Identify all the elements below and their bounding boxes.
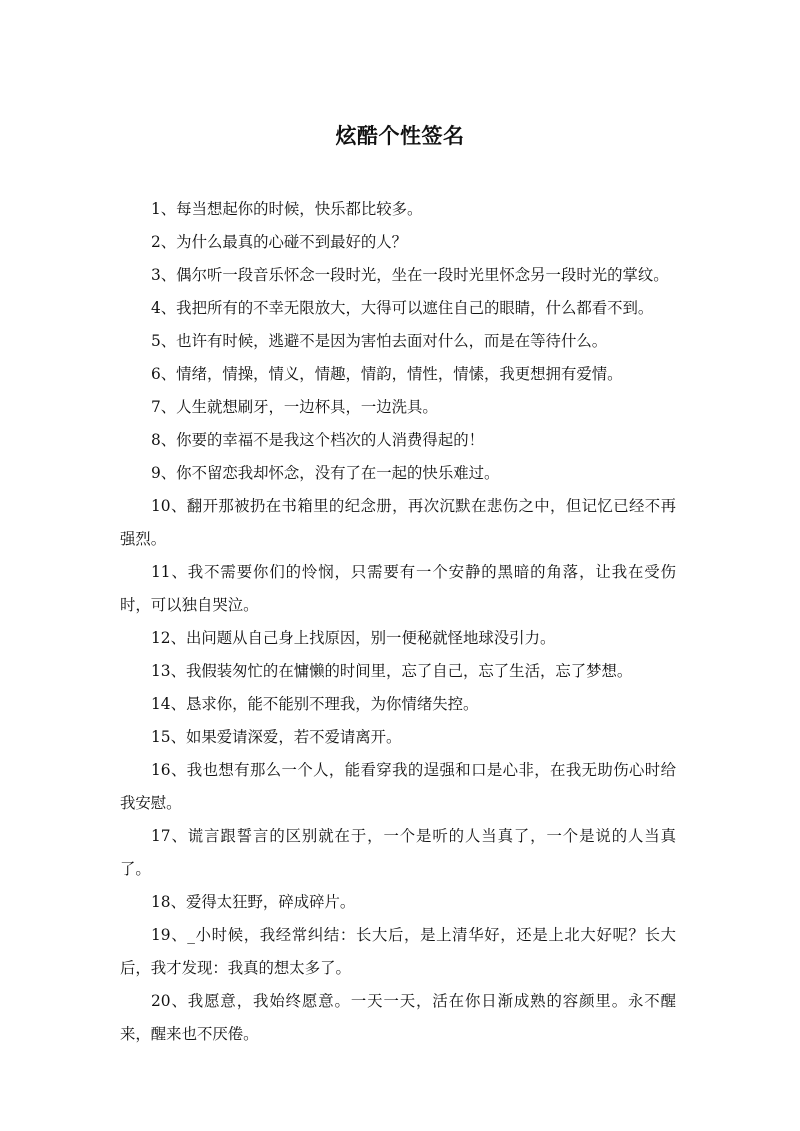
paragraph: 11、我不需要你们的怜悯，只需要有一个安静的黑暗的角落，让我在受伤时，可以独自哭泣。: [120, 563, 676, 614]
paragraph: 5、也许有时候，逃避不是因为害怕去面对什么，而是在等待什么。: [151, 332, 608, 350]
document-title: 炫酷个性签名: [335, 124, 465, 148]
paragraph: 16、我也想有那么一个人，能看穿我的逞强和口是心非，在我无助伤心时给我安慰。: [120, 761, 676, 812]
paragraph: 20、我愿意，我始终愿意。一天一天，活在你日渐成熟的容颜里。永不醒来，醒来也不厌倦。: [120, 992, 676, 1043]
paragraph: 18、爱得太狂野，碎成碎片。: [151, 893, 356, 911]
paragraph: 10、翻开那被扔在书箱里的纪念册，再次沉默在悲伤之中，但记忆已经不再强烈。: [120, 497, 676, 548]
paragraph: 7、人生就想刷牙，一边杯具，一边洗具。: [151, 398, 438, 416]
paragraph: 17、谎言跟誓言的区别就在于，一个是听的人当真了，一个是说的人当真了。: [120, 827, 676, 878]
paragraph: 15、如果爱请深爱，若不爱请离开。: [151, 728, 402, 746]
paragraph: 8、你要的幸福不是我这个档次的人消费得起的！: [151, 431, 484, 449]
paragraph: 4、我把所有的不幸无限放大，大得可以遮住自己的眼睛，什么都看不到。: [151, 299, 654, 317]
paragraph: 12、出问题从自己身上找原因，别一便秘就怪地球没引力。: [151, 629, 556, 647]
paragraph: 3、偶尔听一段音乐怀念一段时光，坐在一段时光里怀念另一段时光的掌纹。: [151, 266, 669, 284]
paragraph: 14、恳求你，能不能别不理我，为你情绪失控。: [151, 695, 479, 713]
paragraph: 1、每当想起你的时候，快乐都比较多。: [151, 200, 423, 218]
paragraph: 6、情绪，情操，情义，情趣，情韵，情性，情愫，我更想拥有爱情。: [151, 365, 623, 383]
document-body: [120, 193, 676, 1051]
paragraph: 9、你不留恋我却怀念，没有了在一起的快乐难过。: [151, 464, 500, 482]
paragraph: 2、为什么最真的心碰不到最好的人？: [151, 233, 408, 251]
paragraph: 19、_小时候，我经常纠结：长大后，是上清华好，还是上北大好呢？长大后，我才发现：我真的想太多了。: [120, 926, 676, 977]
paragraph: 13、我假装匆忙的在慵懒的时间里，忘了自己，忘了生活，忘了梦想。: [151, 662, 633, 680]
